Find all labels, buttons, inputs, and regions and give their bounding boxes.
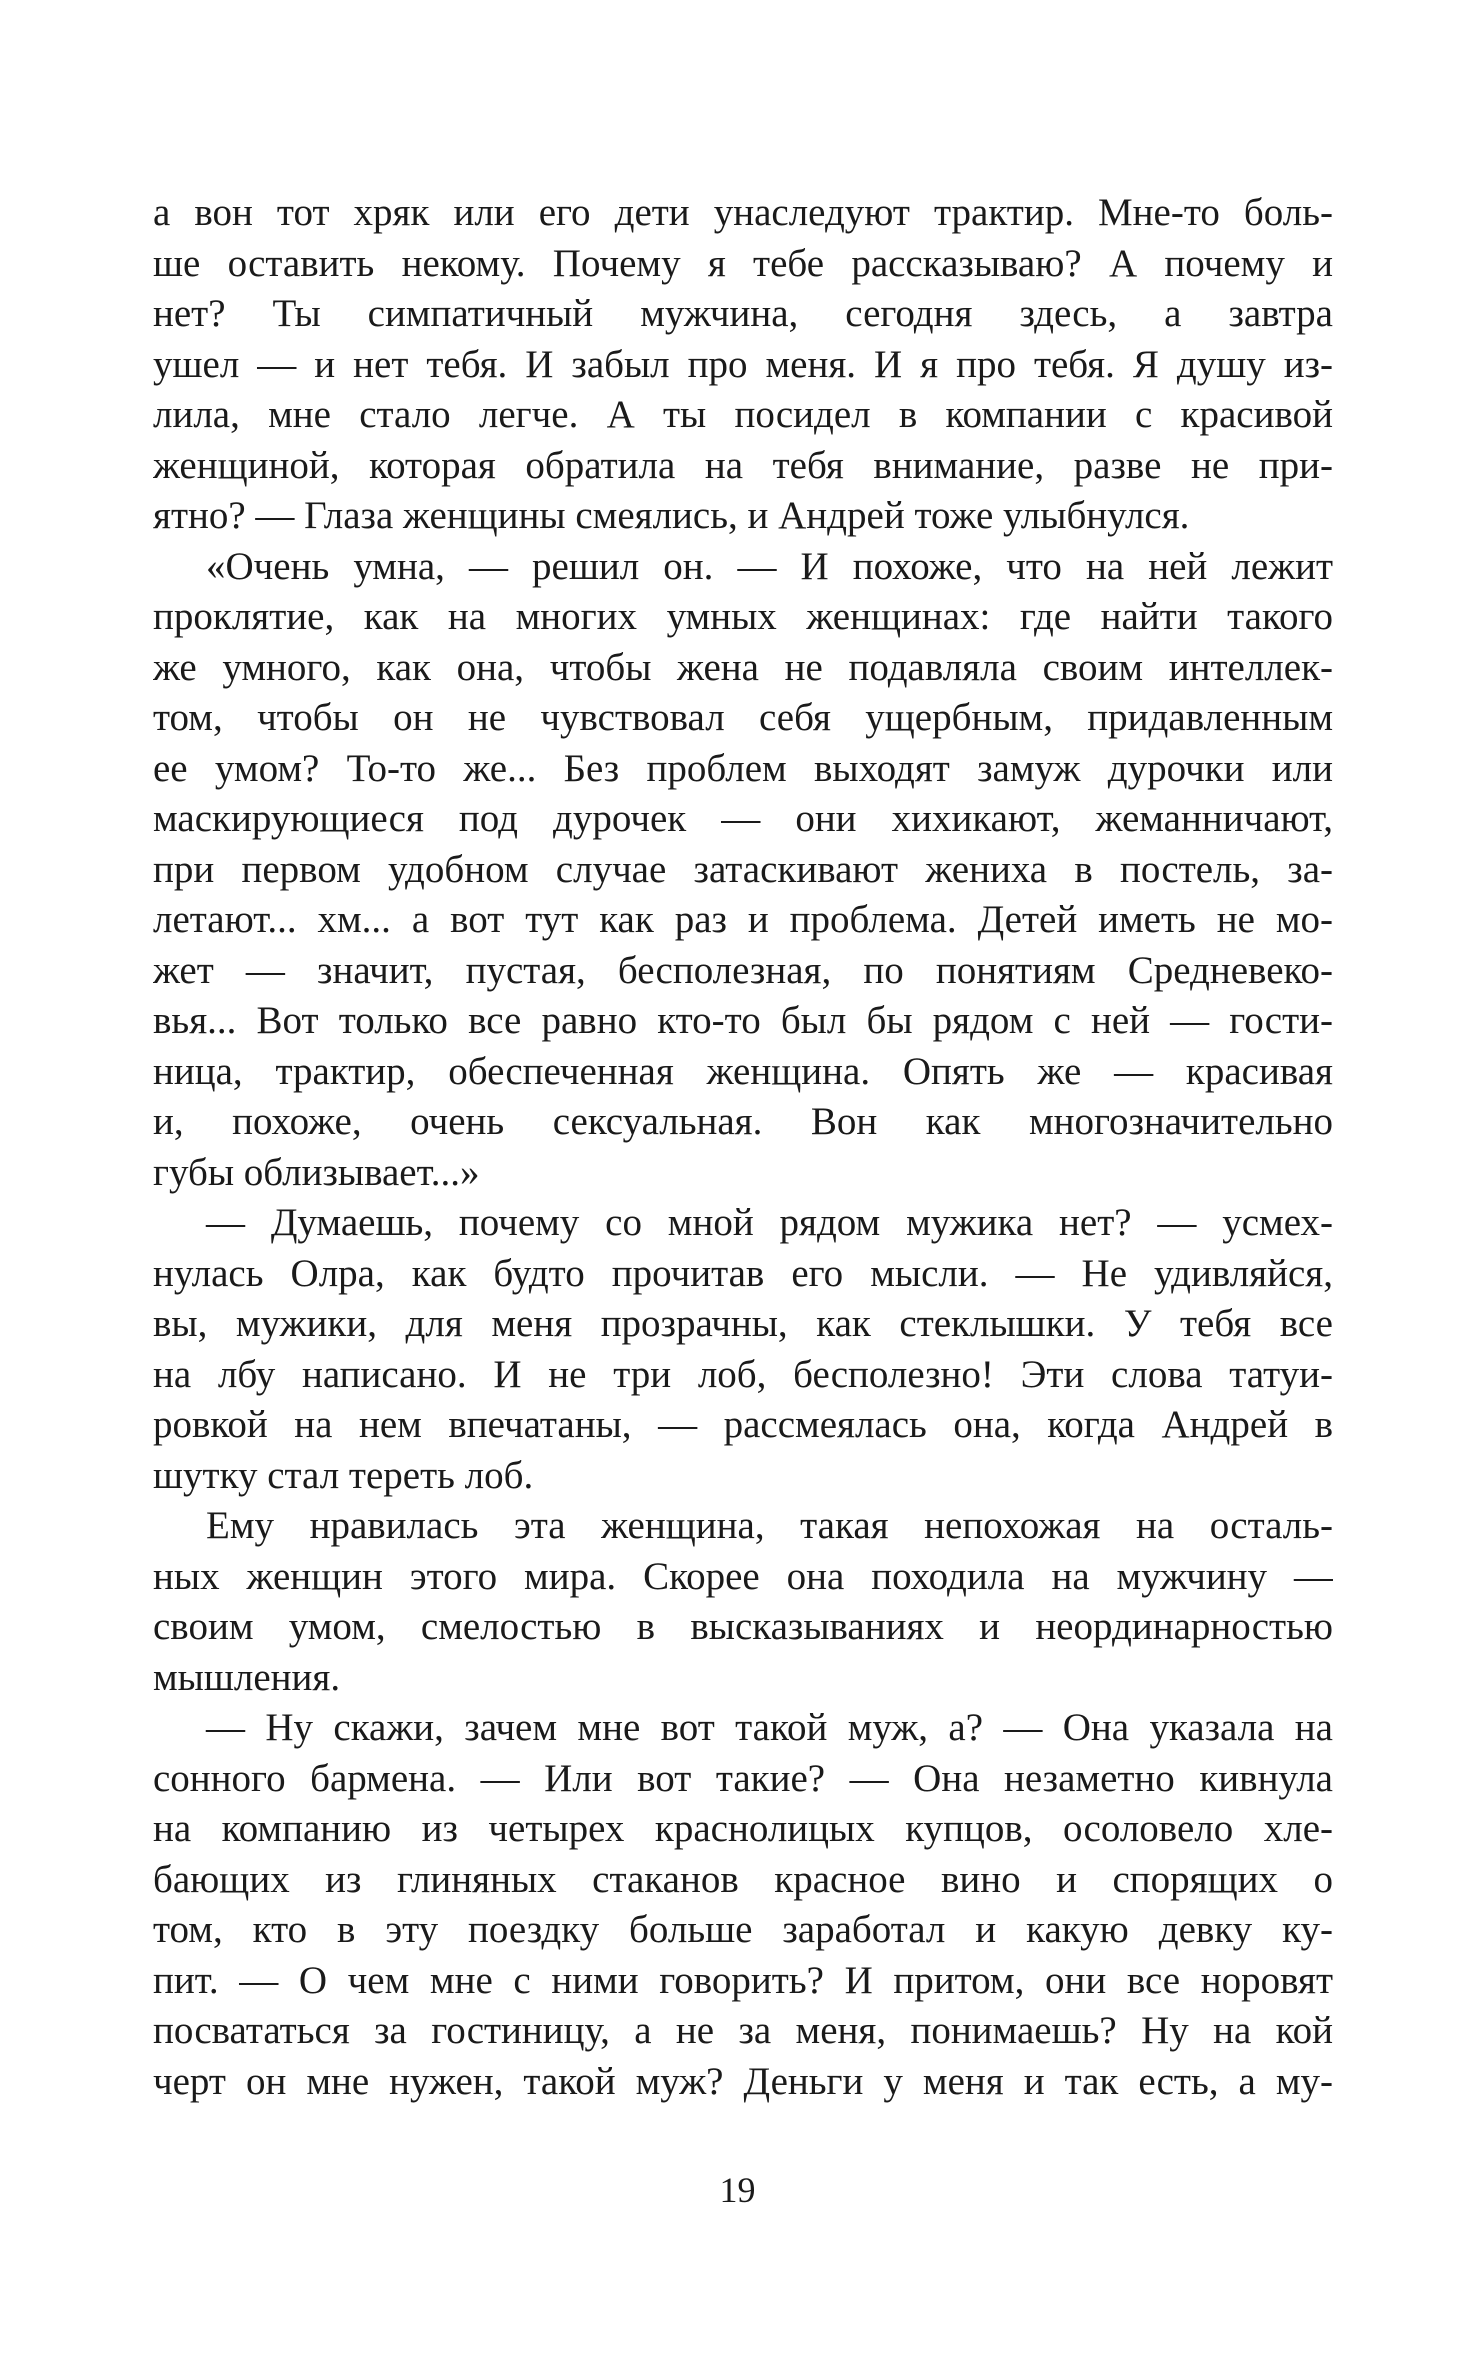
text-line: «Очень умна, — решил он. — И похоже, что на ней лежит xyxy=(206,544,1333,588)
text-line: — Ну скажи, зачем мне вот такой муж, а? — Она указала на xyxy=(206,1706,1333,1749)
text-line: при первом удобном случае затаскивают жениха в постель, за- xyxy=(153,847,1333,891)
text-line: и, похоже, очень сексуальная. Вон как многозначительно xyxy=(153,1100,1333,1143)
text-line: нулась Олра, как будто прочитав его мысли. — Не удивляйся, xyxy=(153,1251,1333,1295)
text-line: посвататься за гостиницу, а не за меня, понимаешь? Ну на кой xyxy=(153,2009,1333,2052)
text-line: маскирующиеся под дурочек — они хихикают, жеманничают, xyxy=(153,797,1333,840)
text-line: бающих из глиняных стаканов красное вино и спорящих о xyxy=(153,1857,1333,1901)
page-number: 19 xyxy=(719,2170,756,2210)
text-line: лила, мне стало легче. А ты посидел в компании с красивой xyxy=(153,393,1333,436)
text-line: на компанию из четырех краснолицых купцов, осоловело хле- xyxy=(153,1807,1333,1850)
text-line: ница, трактир, обеспеченная женщина. Опять же — красивая xyxy=(153,1049,1333,1093)
text-line: на лбу написано. И не три лоб, бесполезно! Эти слова татуи- xyxy=(153,1352,1333,1396)
text-line: ных женщин этого мира. Скорее она походила на мужчину — xyxy=(153,1554,1333,1598)
text-line: ше оставить некому. Почему я тебе рассказываю? А почему и xyxy=(153,241,1333,285)
text-line: том, кто в эту поездку больше заработал и какую девку ку- xyxy=(153,1908,1333,1951)
text-line: том, чтобы он не чувствовал себя ущербным, придавленным xyxy=(153,696,1333,739)
text-line: губы облизывает...» xyxy=(153,1150,480,1194)
text-line: пит. — О чем мне с ними говорить? И притом, они все норовят xyxy=(153,1958,1333,2002)
text-line: ушел — и нет тебя. И забыл про меня. И я про тебя. Я душу из- xyxy=(153,342,1333,386)
text-line: сонного бармена. — Или вот такие? — Она незаметно кивнула xyxy=(153,1756,1333,1800)
text-line: ровкой на нем впечатаны, — рассмеялась она, когда Андрей в xyxy=(153,1403,1333,1446)
text-line: ятно? — Глаза женщины смеялись, и Андрей тоже улыбнулся. xyxy=(153,494,1190,537)
text-line: своим умом, смелостью в высказываниях и неординарностью xyxy=(153,1605,1333,1648)
text-line: Ему нравилась эта женщина, такая непохожая на осталь- xyxy=(206,1504,1333,1547)
text-line: ее умом? То-то же... Без проблем выходят замуж дурочки или xyxy=(153,746,1333,790)
text-line: шутку стал тереть лоб. xyxy=(153,1453,534,1497)
page-text xyxy=(153,188,1333,2107)
text-line: проклятие, как на многих умных женщинах: где найти такого xyxy=(153,595,1333,638)
text-line: вья... Вот только все равно кто-то был бы рядом с ней — гости- xyxy=(153,999,1333,1042)
text-line: же умного, как она, чтобы жена не подавляла своим интеллек- xyxy=(153,645,1333,689)
text-line: а вон тот хряк или его дети унаследуют трактир. Мне-то боль- xyxy=(153,191,1333,234)
text-line: нет? Ты симпатичный мужчина, сегодня здесь, а завтра xyxy=(153,292,1333,335)
text-line: — Думаешь, почему со мной рядом мужика нет? — усмех- xyxy=(206,1201,1333,1244)
text-line: летают... хм... а вот тут как раз и проблема. Детей иметь не мо- xyxy=(153,898,1333,941)
text-line: мышления. xyxy=(153,1655,341,1699)
text-line: черт он мне нужен, такой муж? Деньги у меня и так есть, а му- xyxy=(153,2059,1333,2103)
text-line: вы, мужики, для меня прозрачны, как стеклышки. У тебя все xyxy=(153,1302,1333,1345)
text-line: женщиной, которая обратила на тебя внимание, разве не при- xyxy=(153,443,1333,487)
text-line: жет — значит, пустая, бесполезная, по понятиям Средневеко- xyxy=(153,948,1333,992)
